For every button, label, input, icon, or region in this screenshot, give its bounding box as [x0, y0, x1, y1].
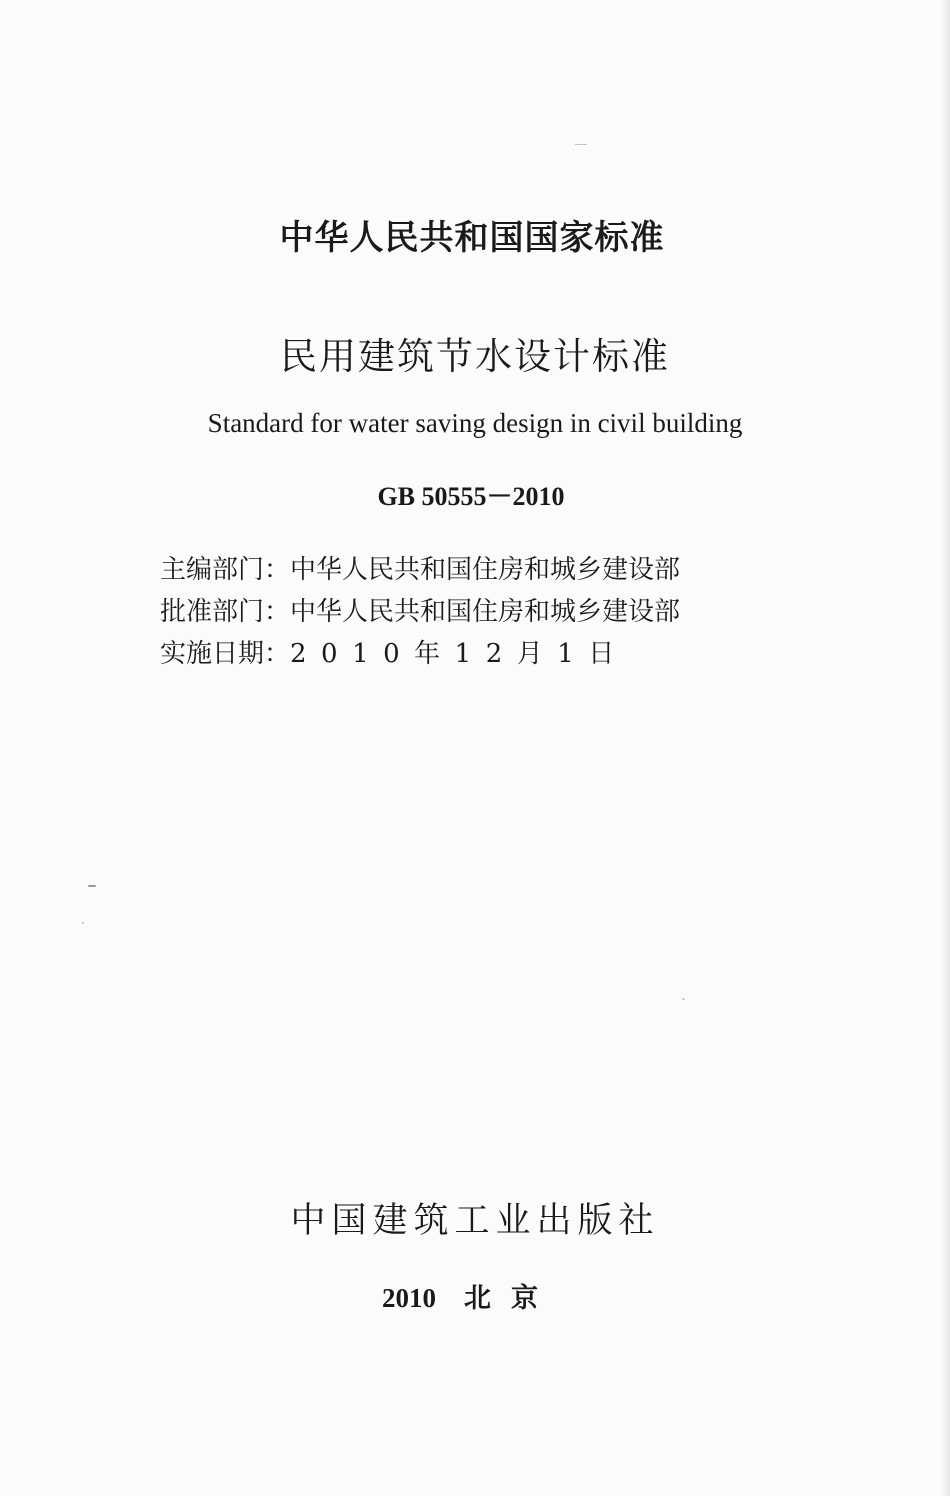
approver-value: 中华人民共和国住房和城乡建设部	[290, 597, 681, 627]
chinese-title: 民用建筑节水设计标准	[280, 335, 670, 378]
editor-value: 中华人民共和国住房和城乡建设部	[290, 555, 681, 585]
publication-city: 北京	[464, 1283, 558, 1314]
editor-label: 主编部门：	[160, 555, 291, 585]
effective-date-label: 实施日期：	[160, 639, 291, 669]
scan-speck	[88, 885, 96, 887]
publication-year: 2010	[382, 1283, 436, 1313]
scan-speck	[575, 144, 587, 145]
effective-date-value: 2010年12月1日	[290, 639, 629, 669]
info-row-approver	[160, 591, 680, 633]
info-block	[160, 549, 680, 675]
scan-speck	[82, 922, 84, 924]
standard-code: GB 50555－2010	[377, 482, 565, 511]
publication-place	[0, 1276, 945, 1315]
publisher-name: 中国建筑工业出版社	[290, 1201, 660, 1241]
scan-speck	[682, 998, 685, 1000]
info-row-effective-date	[160, 633, 680, 675]
approver-label: 批准部门：	[160, 597, 291, 627]
series-title: 中华人民共和国国家标准	[279, 218, 665, 258]
english-title: Standard for water saving design in civil building	[207, 408, 743, 438]
info-row-editor	[160, 549, 680, 591]
